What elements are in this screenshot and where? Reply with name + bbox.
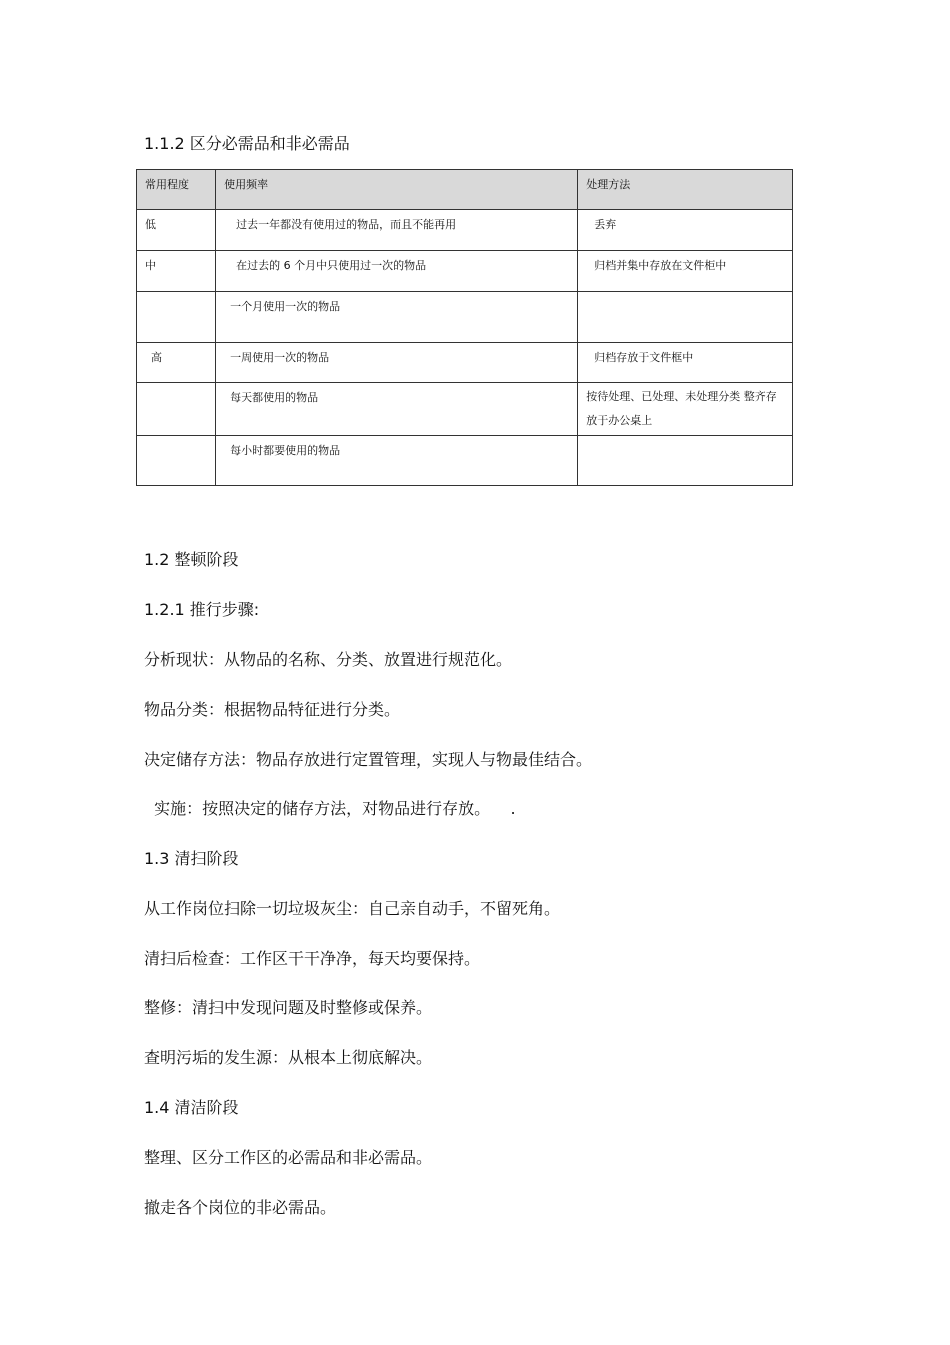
- cell-level: 中: [137, 251, 216, 292]
- header-handling: 处理方法: [578, 170, 793, 210]
- cell-level: 低: [137, 210, 216, 251]
- cell-frequency: 一周使用一次的物品: [216, 343, 578, 383]
- cleaning-item: 清扫后检查：工作区干干净净，每天均要保持。: [144, 949, 481, 968]
- cleaning-item: 整修：清扫中发现问题及时整修或保养。: [144, 998, 433, 1017]
- cleaning-item: 从工作岗位扫除一切垃圾灰尘：自己亲自动手，不留死角。: [144, 899, 561, 918]
- cell-level: [137, 383, 216, 436]
- cell-frequency: 每小时都要使用的物品: [216, 436, 578, 486]
- table-row: [137, 436, 793, 486]
- cell-handling: [578, 436, 793, 486]
- table-row: [137, 210, 793, 251]
- tidying-item: 撤走各个岗位的非必需品。: [144, 1198, 337, 1217]
- necessity-table: [136, 169, 793, 486]
- tidying-item: 整理、区分工作区的必需品和非必需品。: [144, 1148, 433, 1167]
- cell-frequency: 每天都使用的物品: [216, 383, 578, 436]
- cell-frequency: 过去一年都没有使用过的物品，而且不能再用: [216, 210, 578, 251]
- cell-handling: [578, 292, 793, 343]
- section-title-1-4: 1.4 清洁阶段: [144, 1098, 239, 1117]
- header-frequency: 使用频率: [216, 170, 578, 210]
- cell-frequency: 一个月使用一次的物品: [216, 292, 578, 343]
- table-row: [137, 383, 793, 436]
- header-usage-level: 常用程度: [137, 170, 216, 210]
- step-implement: 实施：按照决定的储存方法，对物品进行存放。 .: [144, 799, 516, 818]
- section-title-1-2-1: 1.2.1 推行步骤:: [144, 600, 260, 619]
- table-row: [137, 292, 793, 343]
- cell-handling: 归档存放于文件框中: [578, 343, 793, 383]
- table-row: [137, 343, 793, 383]
- step-analyze: 分析现状：从物品的名称、分类、放置进行规范化。: [144, 650, 513, 669]
- cell-level: [137, 436, 216, 486]
- cell-handling: 归档并集中存放在文件柜中: [578, 251, 793, 292]
- cell-handling: 按待处理、已处理、未处理分类 整齐存放于办公桌上: [578, 383, 793, 436]
- step-classify: 物品分类：根据物品特征进行分类。: [144, 700, 401, 719]
- section-title-1-2: 1.2 整顿阶段: [144, 550, 239, 569]
- cell-frequency: 在过去的 6 个月中只使用过一次的物品: [216, 251, 578, 292]
- section-title-1-3: 1.3 清扫阶段: [144, 849, 239, 868]
- step-storage-method: 决定储存方法：物品存放进行定置管理，实现人与物最佳结合。: [144, 750, 593, 769]
- cell-handling: 丢弃: [578, 210, 793, 251]
- cell-level: 高: [137, 343, 216, 383]
- section-title-1-1-2: 1.1.2 区分必需品和非必需品: [144, 134, 350, 153]
- cleaning-item: 查明污垢的发生源：从根本上彻底解决。: [144, 1048, 433, 1067]
- table-row: [137, 251, 793, 292]
- table-header-row: [137, 170, 793, 210]
- cell-level: [137, 292, 216, 343]
